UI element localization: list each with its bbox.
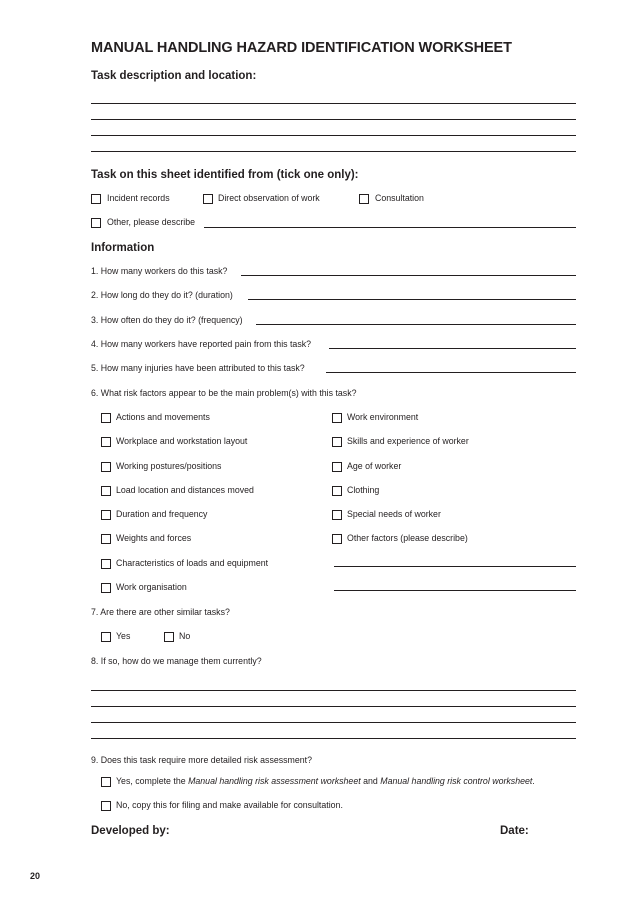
question-5: 5. How many injuries have been attributed to this task?	[91, 363, 305, 373]
consultation-checkbox[interactable]	[359, 194, 369, 204]
question-9: 9. Does this task require more detailed risk assessment?	[91, 755, 312, 765]
manage-line-2[interactable]	[91, 706, 576, 707]
consultation-label: Consultation	[375, 193, 424, 203]
risk-duration-frequency-label: Duration and frequency	[116, 509, 208, 519]
assessment-no-label: No, copy this for filing and make available for consultation.	[116, 800, 343, 810]
control-worksheet-title: Manual handling risk control worksheet	[380, 776, 533, 786]
task-description-line-4[interactable]	[91, 151, 576, 152]
risk-workplace-layout-checkbox[interactable]	[101, 437, 111, 447]
risk-other-factors-checkbox[interactable]	[332, 534, 342, 544]
assessment-no-checkbox[interactable]	[101, 801, 111, 811]
similar-tasks-yes-checkbox[interactable]	[101, 632, 111, 642]
risk-actions-movements-label: Actions and movements	[116, 412, 210, 422]
other-factors-line-2[interactable]	[334, 590, 576, 591]
risk-special-needs-checkbox[interactable]	[332, 510, 342, 520]
question-3: 3. How often do they do it? (frequency)	[91, 315, 243, 325]
incident-records-checkbox[interactable]	[91, 194, 101, 204]
risk-weights-forces-checkbox[interactable]	[101, 534, 111, 544]
similar-tasks-no-label: No	[179, 631, 191, 641]
question-8: 8. If so, how do we manage them currently?	[91, 656, 262, 666]
other-describe-label: Other, please describe	[107, 217, 196, 227]
risk-special-needs-label: Special needs of worker	[347, 509, 441, 519]
other-factors-line-1[interactable]	[334, 566, 576, 567]
risk-load-location-label: Load location and distances moved	[116, 485, 254, 495]
question-7: 7. Are there are other similar tasks?	[91, 607, 230, 617]
other-describe-checkbox[interactable]	[91, 218, 101, 228]
risk-postures-checkbox[interactable]	[101, 462, 111, 472]
risk-loads-equipment-label: Characteristics of loads and equipment	[116, 558, 269, 568]
incident-records-label: Incident records	[107, 193, 170, 203]
page-title: MANUAL HANDLING HAZARD IDENTIFICATION WORKSHEET	[91, 40, 512, 56]
assessment-yes-label: Yes, complete the Manual handling risk assessment worksheet and Manual handling risk control worksheet.	[116, 776, 535, 786]
task-description-line-2[interactable]	[91, 119, 576, 120]
risk-other-factors-label: Other factors (please describe)	[347, 533, 468, 543]
identified-from-heading: Task on this sheet identified from (tick one only):	[91, 169, 359, 181]
risk-workplace-layout-label: Workplace and workstation layout	[116, 436, 248, 446]
similar-tasks-no-checkbox[interactable]	[164, 632, 174, 642]
developed-by-label: Developed by:	[91, 825, 170, 837]
risk-skills-experience-checkbox[interactable]	[332, 437, 342, 447]
assessment-worksheet-title: Manual handling risk assessment worksheet	[188, 776, 361, 786]
similar-tasks-yes-label: Yes	[116, 631, 131, 641]
page-number: 20	[30, 871, 41, 881]
risk-work-organisation-checkbox[interactable]	[101, 583, 111, 593]
risk-clothing-checkbox[interactable]	[332, 486, 342, 496]
question-2: 2. How long do they do it? (duration)	[91, 290, 233, 300]
risk-postures-label: Working postures/positions	[116, 461, 222, 471]
question-1: 1. How many workers do this task?	[91, 266, 228, 276]
question-4: 4. How many workers have reported pain from this task?	[91, 339, 312, 349]
question-3-answer-line[interactable]	[256, 324, 576, 325]
risk-age-checkbox[interactable]	[332, 462, 342, 472]
task-description-line-3[interactable]	[91, 135, 576, 136]
direct-observation-checkbox[interactable]	[203, 194, 213, 204]
information-heading: Information	[91, 242, 155, 254]
question-1-answer-line[interactable]	[241, 275, 576, 276]
question-4-answer-line[interactable]	[329, 348, 576, 349]
other-describe-line[interactable]	[204, 227, 576, 228]
risk-age-label: Age of worker	[347, 461, 402, 471]
direct-observation-label: Direct observation of work	[218, 193, 320, 203]
task-description-line-1[interactable]	[91, 103, 576, 104]
manage-line-4[interactable]	[91, 738, 576, 739]
date-label: Date:	[500, 825, 529, 837]
risk-duration-frequency-checkbox[interactable]	[101, 510, 111, 520]
assessment-yes-checkbox[interactable]	[101, 777, 111, 787]
task-description-label: Task description and location:	[91, 70, 257, 82]
risk-load-location-checkbox[interactable]	[101, 486, 111, 496]
question-6: 6. What risk factors appear to be the main problem(s) with this task?	[91, 388, 357, 398]
risk-actions-movements-checkbox[interactable]	[101, 413, 111, 423]
risk-work-environment-checkbox[interactable]	[332, 413, 342, 423]
risk-work-environment-label: Work environment	[347, 412, 419, 422]
question-5-answer-line[interactable]	[326, 372, 576, 373]
question-2-answer-line[interactable]	[248, 299, 576, 300]
manage-line-1[interactable]	[91, 690, 576, 691]
manage-line-3[interactable]	[91, 722, 576, 723]
risk-loads-equipment-checkbox[interactable]	[101, 559, 111, 569]
risk-weights-forces-label: Weights and forces	[116, 533, 192, 543]
risk-skills-experience-label: Skills and experience of worker	[347, 436, 469, 446]
risk-clothing-label: Clothing	[347, 485, 380, 495]
risk-work-organisation-label: Work organisation	[116, 582, 187, 592]
